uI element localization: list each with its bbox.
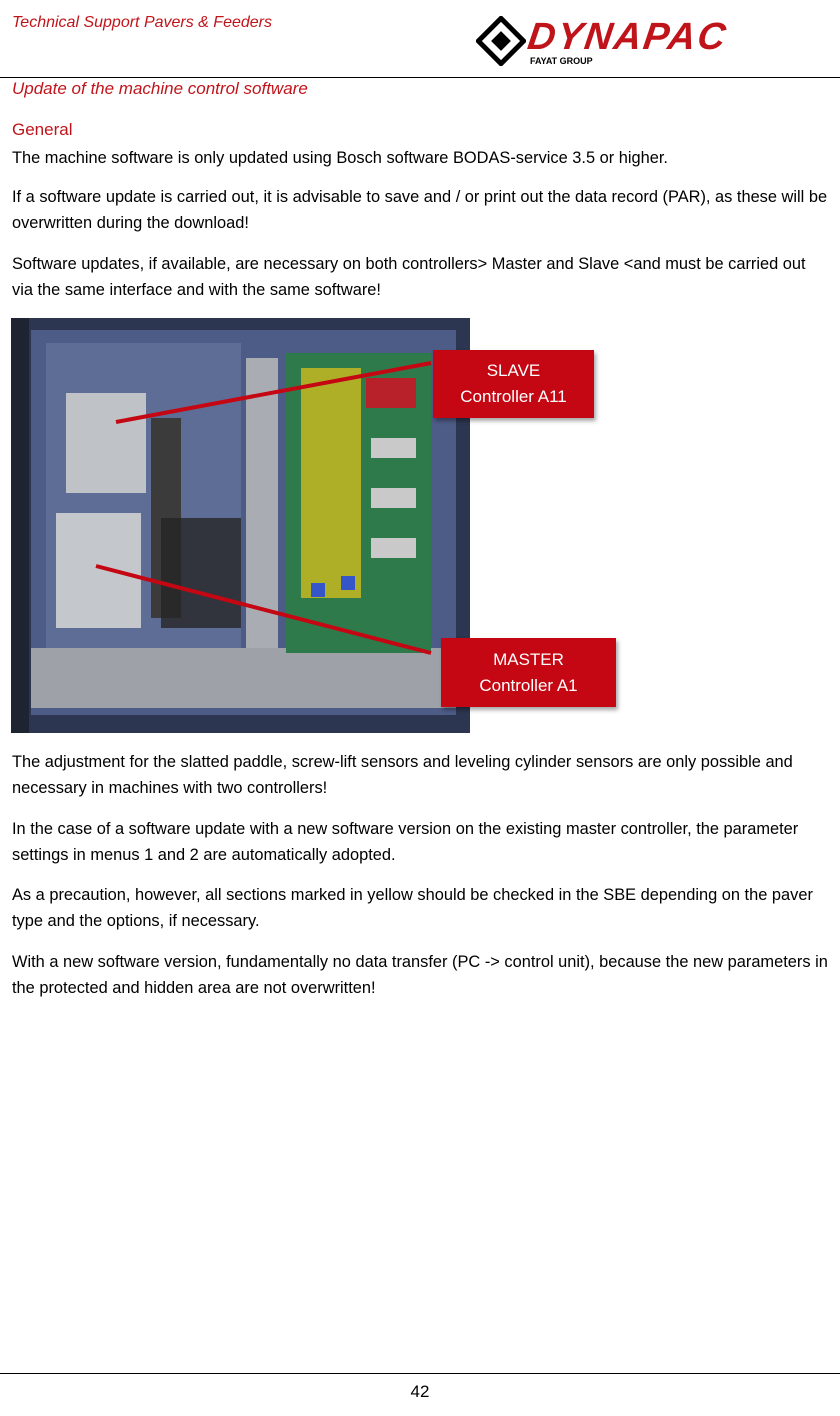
slave-controller-callout (433, 350, 594, 418)
page-number: 42 (410, 1382, 430, 1401)
controller-cabinet-illustration (11, 318, 470, 733)
footer-divider (0, 1373, 840, 1374)
callout-title: MASTER (493, 650, 564, 669)
logo-wordmark: DYNAPAC (525, 16, 731, 58)
section-title: Update of the machine control software (12, 79, 308, 98)
paragraph: Software updates, if available, are necessary on both controllers> Master and Slave <and must be carried out via the same interface and with the same software! (12, 255, 806, 299)
controller-cabinet-photo (11, 318, 470, 733)
dynapac-diamond-icon (476, 16, 526, 66)
paragraph: With a new software version, fundamentally no data transfer (PC -> control unit), because the new parameters in the protected and hidden area are not overwritten! (12, 953, 828, 997)
callout-subtitle: Controller A11 (460, 387, 567, 406)
dynapac-logo (476, 16, 832, 68)
sub-title: General (12, 120, 73, 139)
document-header-title: Technical Support Pavers & Feeders (12, 14, 272, 31)
master-controller-callout (441, 638, 616, 707)
header-divider (0, 77, 840, 78)
paragraph: The machine software is only updated using Bosch software BODAS-service 3.5 or higher. (12, 149, 668, 167)
paragraph: As a precaution, however, all sections marked in yellow should be checked in the SBE depending on the paver type and the options, if necessary. (12, 886, 813, 930)
callout-title: SLAVE (486, 361, 541, 380)
callout-subtitle: Controller A1 (479, 676, 578, 695)
paragraph: In the case of a software update with a new software version on the existing master controller, the parameter settings in menus 1 and 2 are automatically adopted. (12, 820, 799, 864)
paragraph: The adjustment for the slatted paddle, screw-lift sensors and leveling cylinder sensors are only possible and necessary in machines with two controllers! (12, 753, 793, 797)
logo-subtext: FAYAT GROUP (530, 56, 593, 66)
paragraph: If a software update is carried out, it is advisable to save and / or print out the data record (PAR), as these will be overwritten during the download! (12, 188, 828, 232)
